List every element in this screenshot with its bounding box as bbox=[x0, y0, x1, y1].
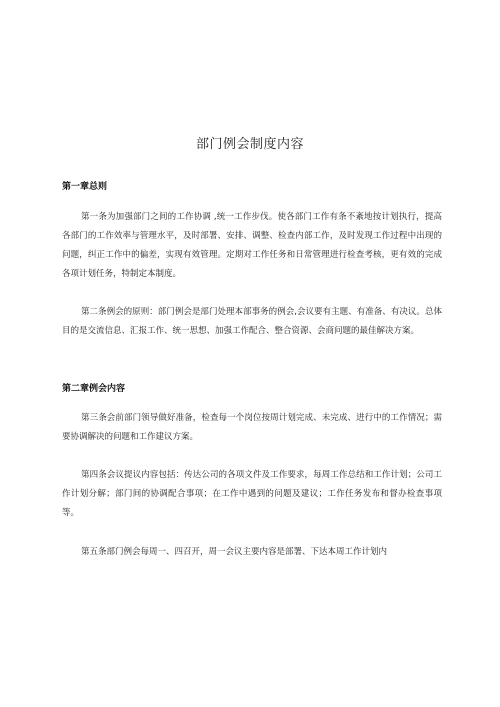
article-3-paragraph: 第三条会前部门领导做好准备，检查每一个岗位按周计划完成、未完成、进行中的工作情况；需要协调解决的问题和工作建议方案。 bbox=[62, 413, 442, 442]
article-5-paragraph: 第五条部门例会每周一、四召开，周一会议主要内容是部署、下达本周工作计划内 bbox=[81, 547, 388, 557]
document-title: 部门例会制度内容 bbox=[195, 137, 304, 152]
article-2-paragraph: 第二条例会的原则：部门例会是部门处理本部事务的例会,会议要有主题、有准备、有决议。总体目的是交流信息、汇报工作、统一思想、加强工作配合、整合资源、会商问题的最佳解决方案。 bbox=[62, 307, 442, 336]
chapter-1-heading: 第一章总则 bbox=[62, 182, 108, 192]
article-4-paragraph: 第四条会议提议内容包括：传达公司的各项文件及工作要求，每周工作总结和工作计划；公司工作计划分解；部门间的协调配合事项；在工作中遇到的问题及建议；工作任务发布和督办检查事项等。 bbox=[62, 470, 442, 518]
chapter-2-heading: 第二章例会内容 bbox=[62, 384, 126, 394]
article-1-paragraph: 第一条为加强部门之间的工作协调 ,统一工作步伐。使各部门工作有条不紊地按计划执行，提高各部门的工作效率与管理水平，及时部署、安排、调整、检查内部工作，及时发现工作过程中出现的问题，纠正工作中的偏差，实现有效管理。定期对工作任务和日常管理进行检查考核，更有效的完成各项计划任务，特制定本制度。 bbox=[62, 212, 442, 279]
